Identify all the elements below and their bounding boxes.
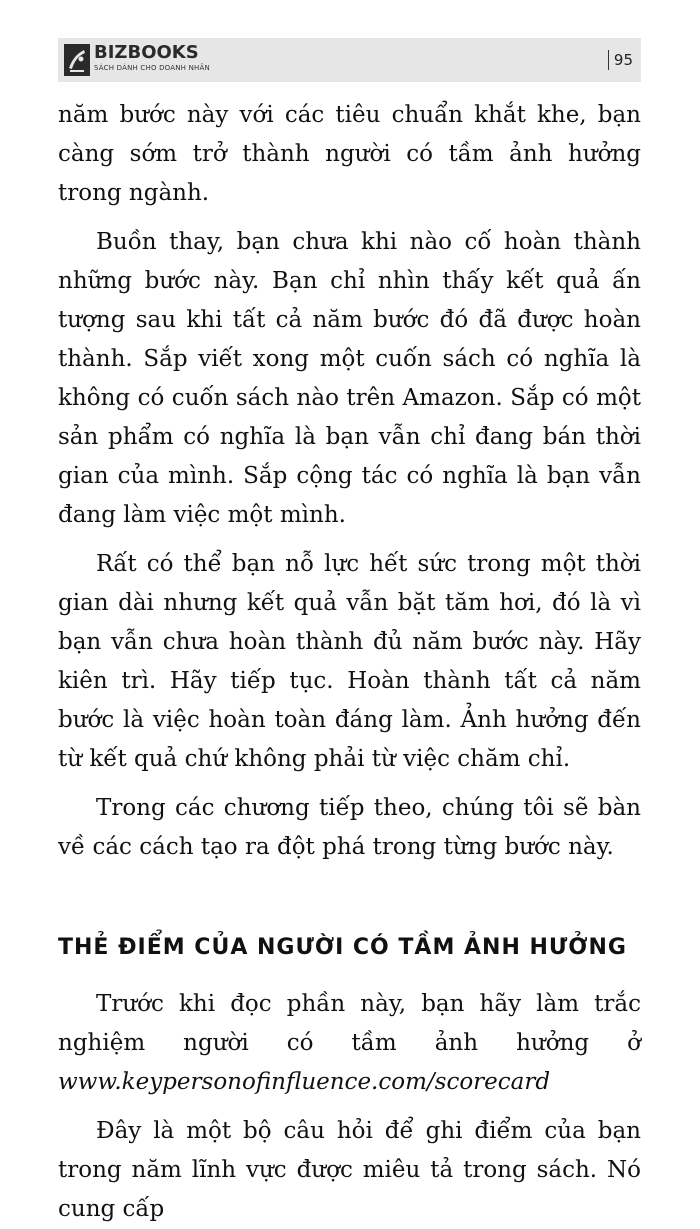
paragraph: Rất có thể bạn nỗ lực hết sức trong một thời gian dài nhưng kết quả vẫn bặt tăm hơi, đó là vì bạn vẫn chưa hoàn thành đủ năm bước này. Hãy kiên trì. Hãy tiếp tục. Hoàn thành tất cả năm bước là việc hoàn toàn đáng làm. Ảnh hưởng đến từ kết quả chứ không phải từ việc chăm chỉ. bbox=[58, 551, 641, 772]
paragraph-with-link bbox=[58, 985, 641, 1102]
paragraph-text: Trước khi đọc phần này, bạn hãy làm trắc nghiệm người có tầm ảnh hưởng ở bbox=[58, 991, 641, 1056]
header-divider bbox=[608, 50, 609, 70]
scorecard-url: www.keypersonofinfluence.com/scorecard bbox=[58, 1069, 551, 1095]
brand-tagline: SÁCH DÀNH CHO DOANH NHÂN bbox=[94, 64, 210, 72]
paragraph: Trong các chương tiếp theo, chúng tôi sẽ bàn về các cách tạo ra đột phá trong từng bước này. bbox=[58, 795, 641, 860]
page-body bbox=[58, 96, 641, 1229]
bizbooks-logo-icon bbox=[64, 44, 90, 76]
paragraph: Buồn thay, bạn chưa khi nào cố hoàn thành những bước này. Bạn chỉ nhìn thấy kết quả ấn tượng sau khi tất cả năm bước đó đã được hoàn thành. Sắp viết xong một cuốn sách có nghĩa là không có cuốn sách nào trên Amazon. Sắp có một sản phẩm có nghĩa là bạn vẫn chỉ đang bán thời gian của mình. Sắp cộng tác có nghĩa là bạn vẫn đang làm việc một mình. bbox=[58, 229, 641, 528]
section-heading: THẺ ĐIỂM CỦA NGƯỜI CÓ TẦM ẢNH HƯỞNG bbox=[58, 935, 627, 960]
page-number: 95 bbox=[613, 51, 633, 69]
paragraph: Đây là một bộ câu hỏi để ghi điểm của bạn trong năm lĩnh vực được miêu tả trong sách. Nó cung cấp bbox=[58, 1118, 641, 1222]
running-header bbox=[58, 38, 641, 82]
paragraph-continuation: năm bước này với các tiêu chuẩn khắt khe, bạn càng sớm trở thành người có tầm ảnh hưởng trong ngành. bbox=[58, 102, 641, 206]
brand-name: BIZBOOKS bbox=[94, 42, 199, 63]
